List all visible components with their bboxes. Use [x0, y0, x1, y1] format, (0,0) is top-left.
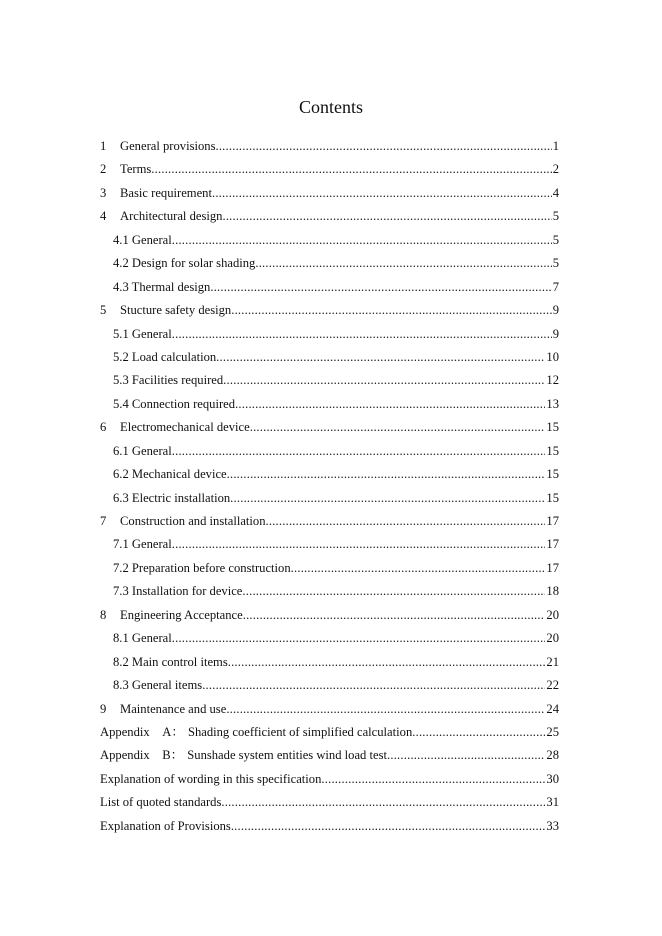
dot-leader: [215, 137, 551, 155]
toc-entry-page-number: 30: [546, 771, 559, 786]
toc-entry-label: 5.2 Load calculation: [113, 349, 217, 364]
table-of-contents: [100, 137, 559, 840]
toc-entry-page-number: 4: [552, 185, 559, 200]
toc-chapter-entry[interactable]: [100, 160, 559, 183]
dot-leader: [172, 231, 552, 249]
toc-entry-page-number: 17: [546, 537, 559, 552]
toc-chapter-entry[interactable]: [100, 746, 559, 769]
toc-entry-label: Engineering Acceptance: [120, 607, 243, 622]
toc-entry-page-number: 17: [546, 514, 559, 528]
toc-entry-label: Sunshade system entities wind load test: [187, 748, 387, 763]
toc-entry-number: 5: [100, 303, 107, 318]
toc-entry-label: Construction and installation: [120, 514, 266, 528]
toc-chapter-entry[interactable]: [100, 606, 559, 629]
toc-entry-page-number: 31: [546, 795, 559, 810]
toc-entry-label: 7.1 General: [113, 537, 172, 552]
dot-leader: [231, 301, 551, 319]
toc-entry-label: Electromechanical device: [120, 420, 250, 435]
toc-chapter-entry[interactable]: [100, 817, 559, 840]
toc-entry-page-number: 13: [546, 396, 559, 411]
toc-entry-page-number: 33: [546, 818, 559, 833]
dot-leader: [227, 465, 546, 483]
toc-entry-page-number: 20: [546, 631, 559, 646]
dot-leader: [172, 325, 552, 343]
dot-leader: [231, 817, 546, 835]
dot-leader: [243, 606, 546, 624]
toc-entry-number: 2: [100, 162, 107, 177]
toc-section-entry[interactable]: [100, 395, 559, 418]
toc-entry-label: General provisions: [120, 139, 216, 153]
toc-section-entry[interactable]: [100, 559, 559, 582]
dot-leader: [255, 254, 551, 272]
toc-entry-page-number: 20: [546, 607, 559, 622]
toc-chapter-entry[interactable]: [100, 184, 559, 207]
toc-chapter-entry[interactable]: [100, 418, 559, 441]
toc-entry-label: Shading coefficient of simplified calculation: [187, 724, 413, 739]
toc-entry-page-number: 9: [552, 303, 559, 318]
toc-section-entry[interactable]: [100, 442, 559, 465]
dot-leader: [172, 629, 546, 647]
toc-section-entry[interactable]: [100, 278, 559, 301]
toc-chapter-entry[interactable]: [100, 512, 559, 535]
toc-entry-label: 8.1 General: [113, 631, 172, 646]
toc-entry-number: Appendix B：: [100, 748, 184, 763]
dot-leader: [242, 582, 545, 600]
toc-entry-label: 7.3 Installation for device: [113, 584, 243, 599]
toc-entry-label: Terms: [120, 162, 152, 177]
dot-leader: [210, 278, 551, 296]
dot-leader: [226, 700, 545, 718]
toc-section-entry[interactable]: [100, 254, 559, 277]
dot-leader: [221, 793, 545, 811]
toc-entry-number: Appendix A：: [100, 724, 184, 739]
toc-entry-label: Maintenance and use: [120, 701, 227, 716]
toc-entry-number: 3: [100, 185, 107, 200]
dot-leader: [223, 371, 545, 389]
dot-leader: [266, 512, 546, 530]
toc-entry-label: 8.2 Main control items: [113, 654, 228, 669]
toc-entry-page-number: 5: [552, 232, 559, 247]
toc-entry-page-number: 1: [552, 139, 559, 153]
toc-entry-number: 1: [100, 139, 107, 153]
toc-entry-page-number: 17: [546, 560, 559, 575]
toc-entry-label: 6.1 General: [113, 443, 172, 458]
dot-leader: [250, 418, 546, 436]
toc-chapter-entry[interactable]: [100, 770, 559, 793]
dot-leader: [412, 723, 545, 741]
toc-chapter-entry[interactable]: [100, 700, 559, 723]
toc-entry-page-number: 22: [546, 678, 559, 693]
toc-entry-label: Basic requirement: [120, 185, 212, 200]
toc-entry-label: 8.3 General items: [113, 678, 203, 693]
toc-entry-page-number: 28: [546, 748, 559, 763]
toc-section-entry[interactable]: [100, 325, 559, 348]
dot-leader: [202, 676, 545, 694]
toc-section-entry[interactable]: [100, 348, 559, 371]
toc-entry-page-number: 21: [546, 654, 559, 669]
toc-entry-page-number: 12: [546, 373, 559, 388]
toc-section-entry[interactable]: [100, 489, 559, 512]
toc-entry-label: Architectural design: [120, 209, 223, 224]
toc-entry-page-number: 25: [546, 724, 559, 739]
toc-entry-page-number: 18: [546, 584, 559, 599]
toc-section-entry[interactable]: [100, 465, 559, 488]
toc-entry-page-number: 10: [546, 349, 559, 364]
toc-entry-page-number: 15: [546, 443, 559, 458]
toc-entry-number: 6: [100, 420, 107, 435]
dot-leader: [387, 746, 545, 764]
toc-chapter-entry[interactable]: [100, 793, 559, 816]
dot-leader: [321, 770, 545, 788]
toc-entry-label: 6.3 Electric installation: [113, 490, 231, 505]
dot-leader: [172, 442, 546, 460]
dot-leader: [216, 348, 545, 366]
toc-entry-label: 4.1 General: [113, 232, 172, 247]
dot-leader: [230, 489, 545, 507]
dot-leader: [235, 395, 545, 413]
toc-section-entry[interactable]: [100, 676, 559, 699]
toc-entry-number: 9: [100, 701, 107, 716]
toc-entry-label: 7.2 Preparation before construction: [113, 560, 291, 575]
page-title: Contents: [298, 97, 363, 117]
toc-section-entry[interactable]: [100, 371, 559, 394]
toc-entry-page-number: 7: [552, 279, 559, 294]
toc-entry-page-number: 24: [546, 701, 559, 716]
toc-entry-page-number: 2: [552, 162, 559, 177]
dot-leader: [228, 653, 546, 671]
toc-entry-label: List of quoted standards: [100, 795, 222, 810]
toc-entry-label: Explanation of wording in this specification: [100, 771, 322, 786]
toc-entry-label: 6.2 Mechanical device: [113, 467, 227, 482]
toc-entry-number: 7: [100, 514, 107, 528]
toc-entry-label: Explanation of Provisions: [100, 818, 231, 833]
toc-chapter-entry[interactable]: [100, 723, 559, 746]
toc-entry-page-number: 15: [546, 420, 559, 435]
dot-leader: [222, 207, 551, 225]
toc-chapter-entry[interactable]: [100, 301, 559, 324]
toc-section-entry[interactable]: [100, 231, 559, 254]
toc-entry-number: 4: [100, 209, 107, 224]
toc-section-entry[interactable]: [100, 653, 559, 676]
toc-entry-page-number: 9: [552, 326, 559, 341]
toc-entry-page-number: 5: [552, 256, 559, 271]
toc-entry-label: 5.4 Connection required: [113, 396, 236, 411]
toc-section-entry[interactable]: [100, 582, 559, 605]
toc-chapter-entry[interactable]: [100, 207, 559, 230]
toc-entry-label: 5.3 Facilities required: [113, 373, 224, 388]
toc-entry-label: 5.1 General: [113, 326, 172, 341]
toc-section-entry[interactable]: [100, 535, 559, 558]
toc-chapter-entry[interactable]: [100, 137, 559, 160]
toc-entry-label: 4.2 Design for solar shading: [113, 256, 256, 271]
dot-leader: [291, 559, 546, 577]
dot-leader: [151, 160, 551, 178]
toc-entry-label: Stucture safety design: [120, 303, 232, 318]
toc-entry-page-number: 5: [552, 209, 559, 224]
toc-entry-number: 8: [100, 607, 107, 622]
toc-entry-page-number: 15: [546, 490, 559, 505]
dot-leader: [212, 184, 552, 202]
toc-entry-page-number: 15: [546, 467, 559, 482]
dot-leader: [172, 535, 546, 553]
toc-section-entry[interactable]: [100, 629, 559, 652]
toc-entry-label: 4.3 Thermal design: [113, 279, 211, 294]
